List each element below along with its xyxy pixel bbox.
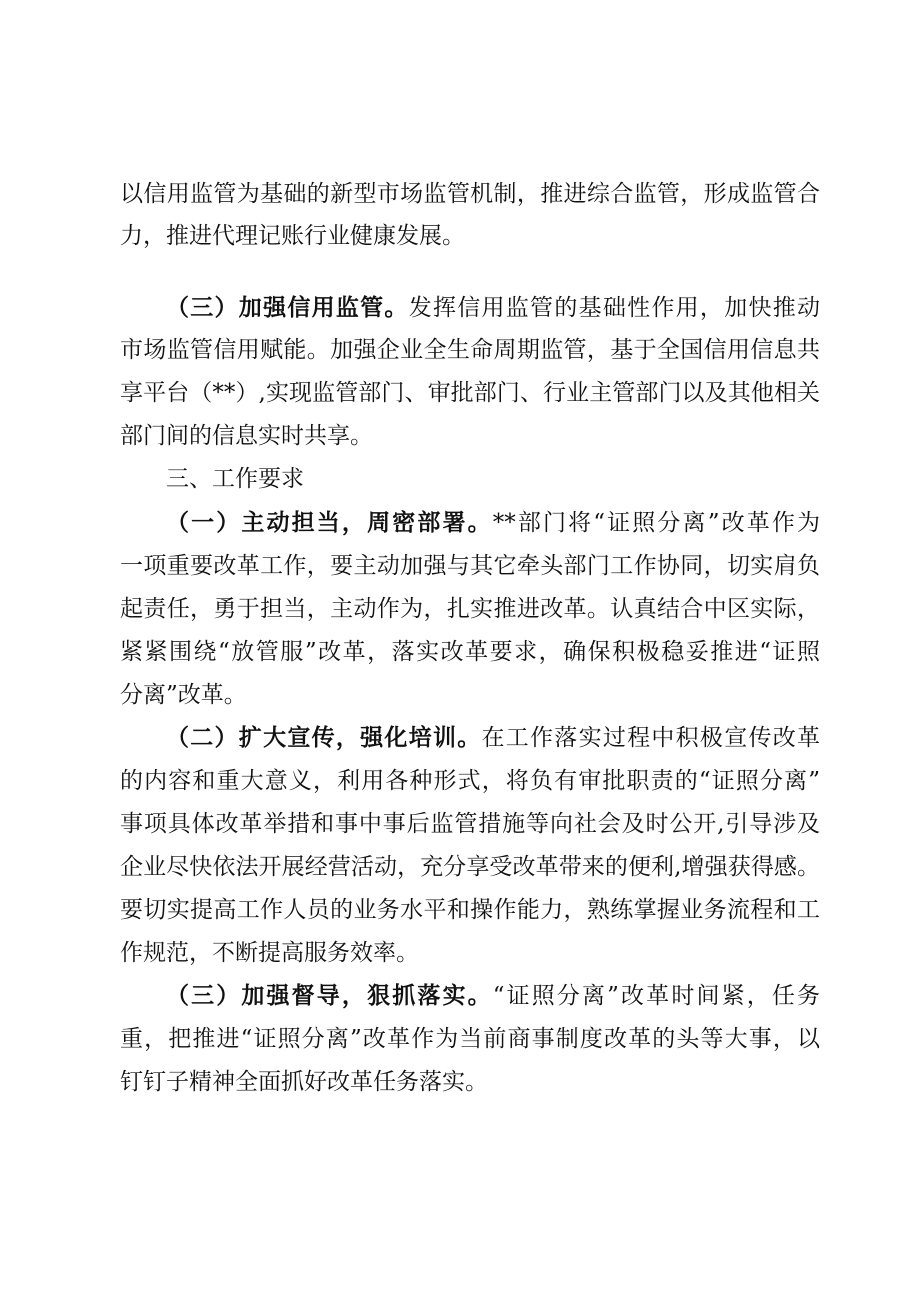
paragraph-line: 事项具体改革举措和事中事后监管措施等向社会及时公开,引导涉及 <box>120 811 820 837</box>
paragraph-line: 享平台（**）,实现监管部门、审批部门、行业主管部门以及其他相关 <box>120 380 820 406</box>
paragraph-bold-lead: （一）主动担当，周密部署。 <box>166 510 493 536</box>
paragraph-text: **部门将“证照分离”改革作为 <box>492 510 820 536</box>
paragraph-text: 发挥信用监管的基础性作用，加快推动 <box>408 295 821 321</box>
paragraph-bold-lead: （三）加强信用监管。 <box>166 295 409 321</box>
paragraph-text: “证照分离”改革时间紧，任务 <box>492 983 820 1009</box>
paragraph-line: 力，推进代理记账行业健康发展。 <box>120 223 465 249</box>
paragraph-line: 以信用监管为基础的新型市场监管机制，推进综合监管，形成监管合 <box>120 181 820 207</box>
section-heading: 三、工作要求 <box>166 466 304 492</box>
paragraph-line: 一项重要改革工作，要主动加强与其它牵头部门工作协同，切实肩负 <box>120 553 820 579</box>
paragraph-first-line <box>166 503 820 543</box>
paragraph-line: 企业尽快依法开展经营活动，充分享受改革带来的便利,增强获得感。 <box>120 854 820 880</box>
paragraph-line: 的内容和重大意义，利用各种形式，将负有审批职责的“证照分离” <box>120 768 820 794</box>
paragraph-first-line <box>166 718 820 758</box>
paragraph-line: 部门间的信息实时共享。 <box>120 423 373 449</box>
paragraph-line: 起责任，勇于担当，主动作为，扎实推进改革。认真结合中区实际， <box>120 596 820 622</box>
paragraph-first-line <box>166 288 820 328</box>
paragraph-line: 重，把推进“证照分离”改革作为当前商事制度改革的头等大事，以 <box>120 1026 820 1052</box>
paragraph-line: 作规范，不断提高服务效率。 <box>120 940 419 966</box>
paragraph-text: 在工作落实过程中积极宣传改革 <box>481 725 821 751</box>
paragraph-line: 分离”改革。 <box>120 682 247 708</box>
paragraph-bold-lead: （三）加强督导，狠抓落实。 <box>166 983 493 1009</box>
paragraph-line: 钉钉子精神全面抓好改革任务落实。 <box>120 1069 488 1095</box>
paragraph-first-line <box>166 976 820 1016</box>
paragraph-bold-lead: （二）扩大宣传，强化培训。 <box>166 725 482 751</box>
paragraph-line: 要切实提高工作人员的业务水平和操作能力，熟练掌握业务流程和工 <box>120 897 820 923</box>
paragraph-line: 市场监管信用赋能。加强企业全生命周期监管，基于全国信用信息共 <box>120 337 820 363</box>
paragraph-line: 紧紧围绕“放管服”改革，落实改革要求，确保积极稳妥推进“证照 <box>120 639 820 665</box>
